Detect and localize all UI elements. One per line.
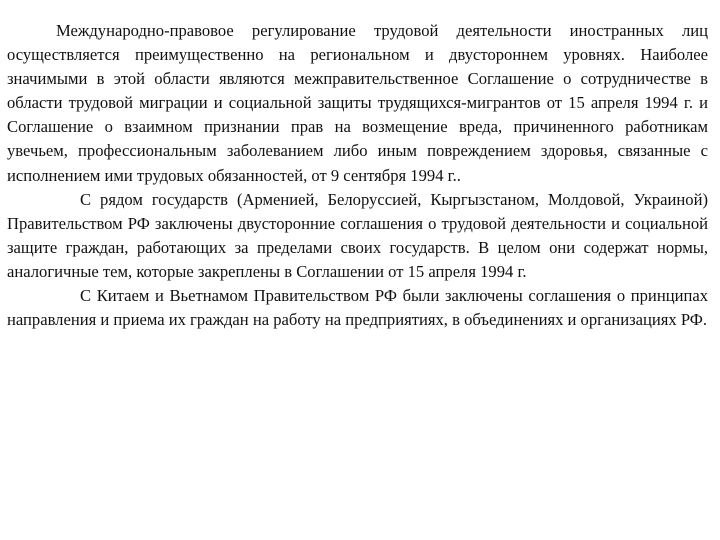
paragraph-bilateral-agreements: С рядом государств (Арменией, Белоруссией, Кыргызстаном, Молдовой, Украиной) Правительством РФ заключены двусторонние соглашения о трудовой деятельности и социальной защите граждан, работающих за пределами своих государств. В целом они содержат нормы, аналогичные тем, которые закреплены в Соглашении от 15 апреля 1994 г. bbox=[7, 189, 708, 281]
paragraph-china-vietnam: С Китаем и Вьетнамом Правительством РФ были заключены соглашения о принципах направления и приема их граждан на работу на предприятиях, в объединениях и организациях РФ. bbox=[7, 286, 708, 330]
paragraph-intro: Международно-правовое регулирование трудовой деятельности иностранных лиц осуществляется преимущественно на региональном и двустороннем уровнях. Наиболее значимыми в этой области являются межправительственное Соглашение о сотрудничестве в области трудовой миграции и социальной защиты трудящихся-мигрантов от 15 апреля 1994 г. и Соглашение о взаимном признании прав на возмещение вреда, причиненного работникам увечьем, профессиональным заболеванием либо иным повреждением здоровья, связанные с исполнением ими трудовых обязанностей, от 9 сентября 1994 г.. bbox=[7, 21, 708, 185]
document-body bbox=[7, 19, 708, 332]
